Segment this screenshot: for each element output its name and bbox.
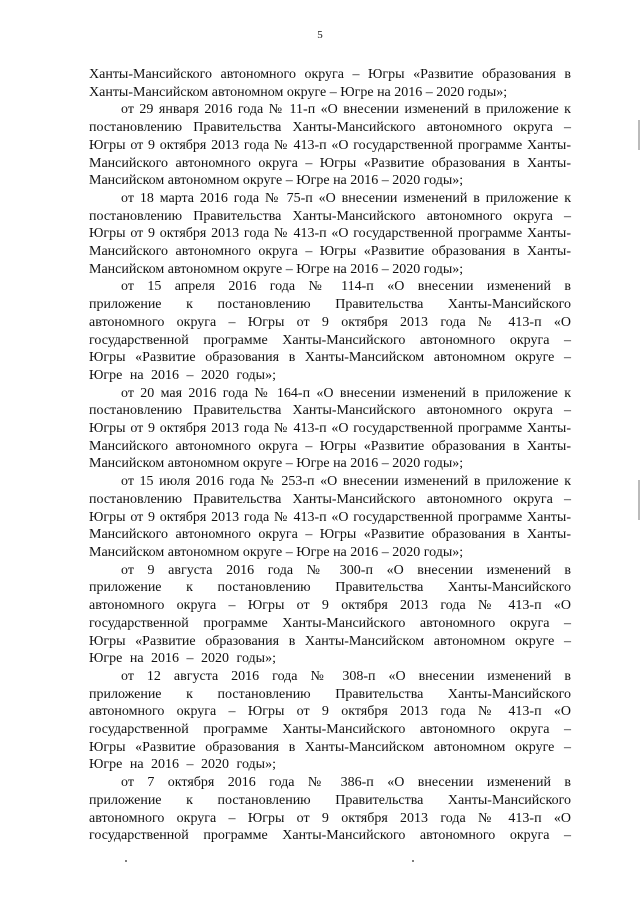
scan-speck: [412, 860, 414, 862]
paragraph-amendment-2016-04-15: от 15 апреля 2016 года № 114-п «О внесении изменений в приложение к постановлению Правительства Ханты-Мансийского автономного округа – Югры от 9 октября 2013 года № 413-п «О государственной программе Ханты-Мансийского автономного округа – Югры «Развитие образования в Ханты-Мансийском автономном округе – Югре на 2016 – 2020 годы»;: [89, 279, 571, 383]
paragraph-continuation: Ханты-Мансийского автономного округа – Югры «Развитие образования в Ханты-Мансийском автономном округе – Югре на 2016 – 2020 годы»;: [89, 67, 571, 100]
paragraph-amendment-2016-01-29: от 29 января 2016 года № 11-п «О внесении изменений в приложение к постановлению Правительства Ханты-Мансийского автономного округа – Югры от 9 октября 2013 года № 413-п «О государственной программе Ханты-Мансийского автономного округа – Югры «Развитие образования в Ханты-Мансийском автономном округе – Югре на 2016 – 2020 годы»;: [89, 102, 571, 189]
paragraph-amendment-2016-03-18: от 18 марта 2016 года № 75-п «О внесении изменений в приложение к постановлению Правительства Ханты-Мансийского автономного округа – Югры от 9 октября 2013 года № 413-п «О государственной программе Ханты-Мансийского автономного округа – Югры «Развитие образования в Ханты-Мансийском автономном округе – Югре на 2016 – 2020 годы»;: [89, 190, 571, 277]
scan-speck: [125, 860, 127, 862]
paragraph-amendment-2016-07-15: от 15 июля 2016 года № 253-п «О внесении изменений в приложение к постановлению Правительства Ханты-Мансийского автономного округа – Югры от 9 октября 2013 года № 413-п «О государственной программе Ханты-Мансийского автономного округа – Югры «Развитие образования в Ханты-Мансийском автономном округе – Югре на 2016 – 2020 годы»;: [89, 474, 571, 560]
paragraph-amendment-2016-10-07: от 7 октября 2016 года № 386-п «О внесении изменений в приложение к постановлению Правительства Ханты-Мансийского автономного округа – Югры от 9 октября 2013 года № 413-п «О государственной программе Ханты-Мансийского автономного округа –: [89, 775, 571, 844]
document-body: [89, 66, 571, 845]
page-number: 5: [317, 29, 323, 41]
paragraph-amendment-2016-05-20: от 20 мая 2016 года № 164-п «О внесении изменений в приложение к постановлению Правительства Ханты-Мансийского автономного округа – Югры от 9 октября 2013 года № 413-п «О государственной программе Ханты-Мансийского автономного округа – Югры «Развитие образования в Ханты-Мансийском автономном округе – Югре на 2016 – 2020 годы»;: [89, 385, 571, 472]
paragraph-amendment-2016-08-12: от 12 августа 2016 года № 308-п «О внесении изменений в приложение к постановлению Правительства Ханты-Мансийского автономного округа – Югры от 9 октября 2013 года № 413-п «О государственной программе Ханты-Мансийского автономного округа – Югры «Развитие образования в Ханты-Мансийском автономном округе – Югре на 2016 – 2020 годы»;: [89, 668, 571, 773]
paragraph-amendment-2016-08-09: от 9 августа 2016 года № 300-п «О внесении изменений в приложение к постановлению Правительства Ханты-Мансийского автономного округа – Югры от 9 октября 2013 года № 413-п «О государственной программе Ханты-Мансийского автономного округа – Югры «Развитие образования в Ханты-Мансийском автономном округе – Югре на 2016 – 2020 годы»;: [89, 562, 571, 667]
